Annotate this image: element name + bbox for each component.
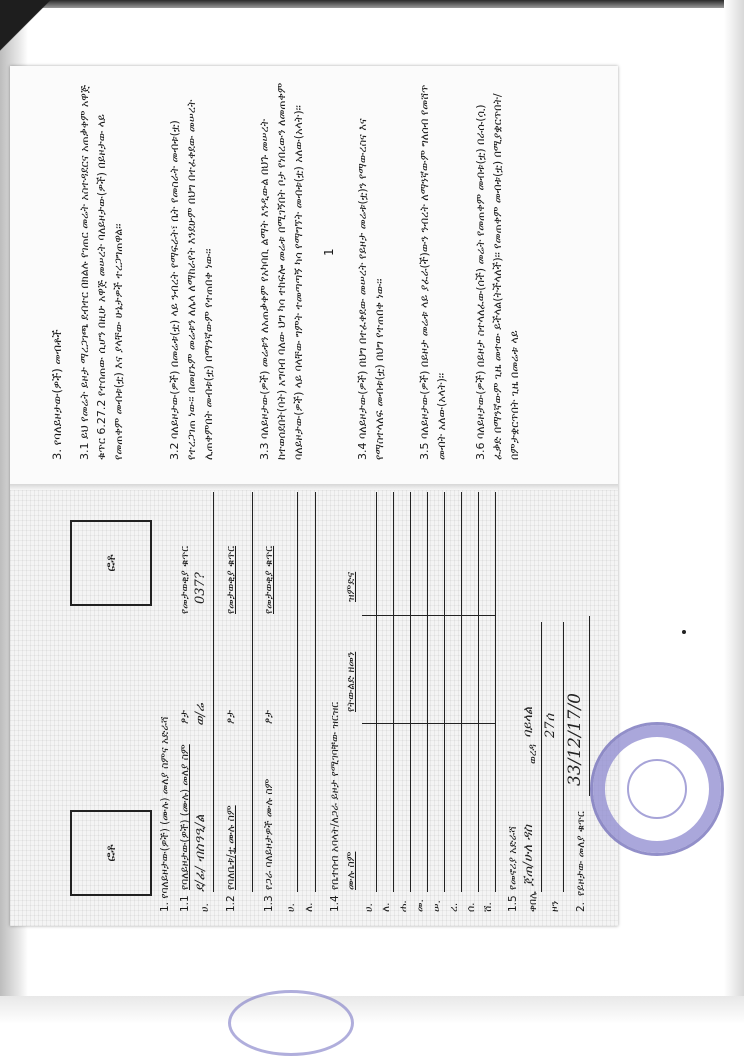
s1-3-row-b: ለ. xyxy=(303,902,315,912)
rights-item-number: 3.2 xyxy=(168,442,181,460)
family-row-label: ሰ. xyxy=(465,902,477,912)
s1-5-label: 1.5 xyxy=(507,895,519,912)
family-row-line xyxy=(410,492,411,892)
family-row-label: ሠ. xyxy=(431,900,443,912)
s1-4-col-birth-year: የትውልድ ዘመን xyxy=(345,651,357,712)
s1-3-line-a xyxy=(297,492,298,892)
family-row-line xyxy=(495,492,496,892)
s2-header: የይዞታው መለያ ቁጥር xyxy=(575,811,587,896)
s1-1-handwritten-name: ደ/ፊ/ ብስዓዒ/ል xyxy=(193,814,208,892)
s2-line xyxy=(589,616,590,796)
photo-box-spouse xyxy=(70,520,152,606)
s1-2-header: የባለቤቱ/ቷ ሙሉ ስም xyxy=(225,805,237,890)
page-number: 1 xyxy=(322,248,336,256)
s1-1-id-label: የመታወቂያ ቁጥር xyxy=(179,545,191,614)
s1-5-handwritten-kebele: ጀጠ/ሁለ ዳስ xyxy=(521,824,536,886)
scan-bottom-strip xyxy=(0,996,744,1024)
family-row-label: ረ. xyxy=(448,902,460,912)
s1-3-id-label: የመታወቂያ ቁጥር xyxy=(263,545,275,614)
photo-label: ፎቶ xyxy=(103,554,119,572)
rights-item-text: ባለይዞታው(ዎች) በመሬቱ(ቷ) ላይ ንብረት የማፍራት፣ ቤት የመስራት መብቱ(ቷ) የተረጋገጠ ነው፡፡ በመሆኑም መሬቱን ለሌላ ለማከራየት እንደሁም በህግ በተፈቀደው መሠረት ሊጠቀምበት መብቱ(ቷ) በማንኛውም የተጠበቀ ነው፡፡ xyxy=(168,99,215,460)
s1-3-row-a: ሀ. xyxy=(285,903,297,912)
s1-1-handwritten-id: 037? xyxy=(193,572,208,604)
s1-5-woreda-label: ወረዳ xyxy=(527,744,539,764)
family-row-line xyxy=(376,492,377,892)
rights-item-text: ባለይዞታው(ዎች) በይዞታ መሬቱ ላይ ያፈራ(ች)ውን ንብረት ለማንኛውም ግለሰብ የመሸጥ መብት አለው(አላት)፡፡ xyxy=(418,84,448,460)
rotated-pages xyxy=(10,66,618,926)
section1-title: 1. የባለይዞታው(ዎች) (ሙሉ) መለያ ስምና አድራሻ xyxy=(159,716,171,912)
rights-title: 3. የባለይዞታው(ዎች) መብቶች xyxy=(50,329,64,460)
scan-corner-shadow xyxy=(0,0,70,55)
family-row-line xyxy=(461,492,462,892)
s1-5-handwritten-kebele-2: ባይላል xyxy=(521,706,536,738)
s1-1-row-a: ሀ. xyxy=(199,903,211,912)
s1-5-zone-label: ዞን xyxy=(549,900,561,912)
holder-form-page xyxy=(10,486,618,926)
s1-1-sex-label: ፆታ xyxy=(179,709,191,724)
s2-handwritten-number: 33/12/17/0 xyxy=(565,693,585,786)
s1-5-line-2 xyxy=(563,622,564,892)
family-row-line xyxy=(444,492,445,892)
s1-4-col-relation: ዝምድና xyxy=(345,571,357,602)
s1-5-kebele-label: ቀበሌ xyxy=(527,891,539,912)
rights-item-3-5 xyxy=(416,80,450,460)
family-row-label: መ. xyxy=(414,899,426,912)
rights-item-number: 3.3 xyxy=(258,442,271,460)
s1-1-header: የባለይዞታው(ዎች) (ሙሉ) መለያ ስም xyxy=(179,744,191,890)
s1-4-col-name: ሙሉ ስም xyxy=(345,851,357,890)
photo-label: ፎቶ xyxy=(103,844,119,862)
rights-item-number: 3.6 xyxy=(474,442,487,460)
s1-3-sex-label: ፆታ xyxy=(263,709,275,724)
rights-item-3-6 xyxy=(472,80,523,460)
s1-2-label: 1.2 xyxy=(225,895,237,912)
official-stamp-partial xyxy=(228,990,354,1056)
family-row-label: ለ. xyxy=(380,902,392,912)
s1-4-header: የቤተሰብ አባላት/ለጋራ ይዞታ የሚገባቸው ዝርዝር xyxy=(329,701,341,890)
rights-item-text: ባለይዞታው(ዎች) መሬቱን ለአጠቃቀም የአካባቢ ልማት እንዲውል በህጉ መሠረት ከተወሰደበት(ባት) አግባብ ባለው ህግ ካሳ ተከፍሎ መሬቱ በሚገኝበት ቦታ የነበረውን ለመጠቀም ባለይዞታው(ዎች) ላይ ባላቸው ግምት ተመጣጣኝ ካሳ የማግኘት መብቱ(ቷ) አለው(አላት)፡፡ xyxy=(258,82,305,460)
s1-1-line xyxy=(213,492,214,892)
rights-item-3-4 xyxy=(354,80,388,460)
rights-page xyxy=(10,66,618,486)
family-row-line xyxy=(427,492,428,892)
s1-1-handwritten-sex: ወ/ሬ xyxy=(193,703,208,726)
rights-item-3-2 xyxy=(166,80,217,460)
s1-3-header: የጋራ ባለይዞታዎች ሙሉ ስም xyxy=(263,778,275,890)
s1-2-line xyxy=(252,492,253,892)
photo-box-holder xyxy=(70,810,152,896)
family-row-label: ሸ. xyxy=(482,902,494,912)
rights-item-text: ባለይዞታው(ዎች) በይዞታ ስተላለፈው(ሰች) መሬት የመጠቀም መብቱ(ቷ) በራሱ(ሷ) ፈቃድ በማንኛውም ጊዜ መተው ይችላል(ትችላለች)፡፡ የመጠቀም መብቱ(ቷ) በሚያቋርጥበት/በምታቋርጥበት ጊዜ በመሬቱ ላይ xyxy=(474,93,521,460)
scan-edge-right xyxy=(724,0,744,1024)
s1-5-header: የመኖሪያ አድራሻ xyxy=(507,826,519,890)
family-row-line xyxy=(393,492,394,892)
s1-5-handwritten-woreda: 27ሰ xyxy=(543,713,558,738)
s1-2-id-label: የመታወቂያ ቁጥር xyxy=(225,545,237,614)
family-row-label: ሀ. xyxy=(363,903,375,912)
s1-3-line-b xyxy=(315,492,316,892)
s1-3-label: 1.3 xyxy=(263,895,275,912)
rights-item-3-3 xyxy=(256,80,307,460)
rights-item-number: 3.1 xyxy=(78,442,91,460)
s1-1-label: 1.1 xyxy=(179,895,191,912)
rights-item-text: ባለይዞታው(ዎች) በህግ በተፈቀደው መሠረት የይዞታ መሬቱ(ቷ)ን የማውረስና እና የማስተላለፍ መብቱ(ቷ) በህግ የተጠበቀ ነው፡፡ xyxy=(356,118,386,460)
ink-dot xyxy=(682,630,686,634)
rights-item-number: 3.5 xyxy=(418,442,431,460)
s1-4-col-divider xyxy=(362,723,496,724)
s1-4-label: 1.4 xyxy=(329,895,341,912)
family-row-line xyxy=(478,492,479,892)
s1-5-line xyxy=(541,622,542,892)
s1-4-col-divider xyxy=(362,615,496,616)
family-row-label: ሐ. xyxy=(397,900,409,912)
rights-item-text: ይህ የመሬት ይዞታ ማረጋገጫ ደብተር በክልሉ የገጠር መሬት አስተዳደርና አጠቃቀም አዋጅ ቁጥር 6.27.2 የተሰጠው ሲሆን በዚሁ አዋጅ መሠረት ባለይዞታው(ዎች) በይዞታው ላይ የመጠቀም መብቱ(ቷ) እና ያላቸው ሁኔታዎች ተረጋግጠዋል፡፡ xyxy=(78,84,125,460)
rights-item-3-1 xyxy=(76,80,127,460)
rights-item-number: 3.4 xyxy=(356,442,369,460)
scan-edge-top xyxy=(0,0,744,8)
official-stamp xyxy=(590,722,724,856)
s2-label: 2. xyxy=(575,901,587,912)
s1-2-sex-label: ፆታ xyxy=(225,709,237,724)
